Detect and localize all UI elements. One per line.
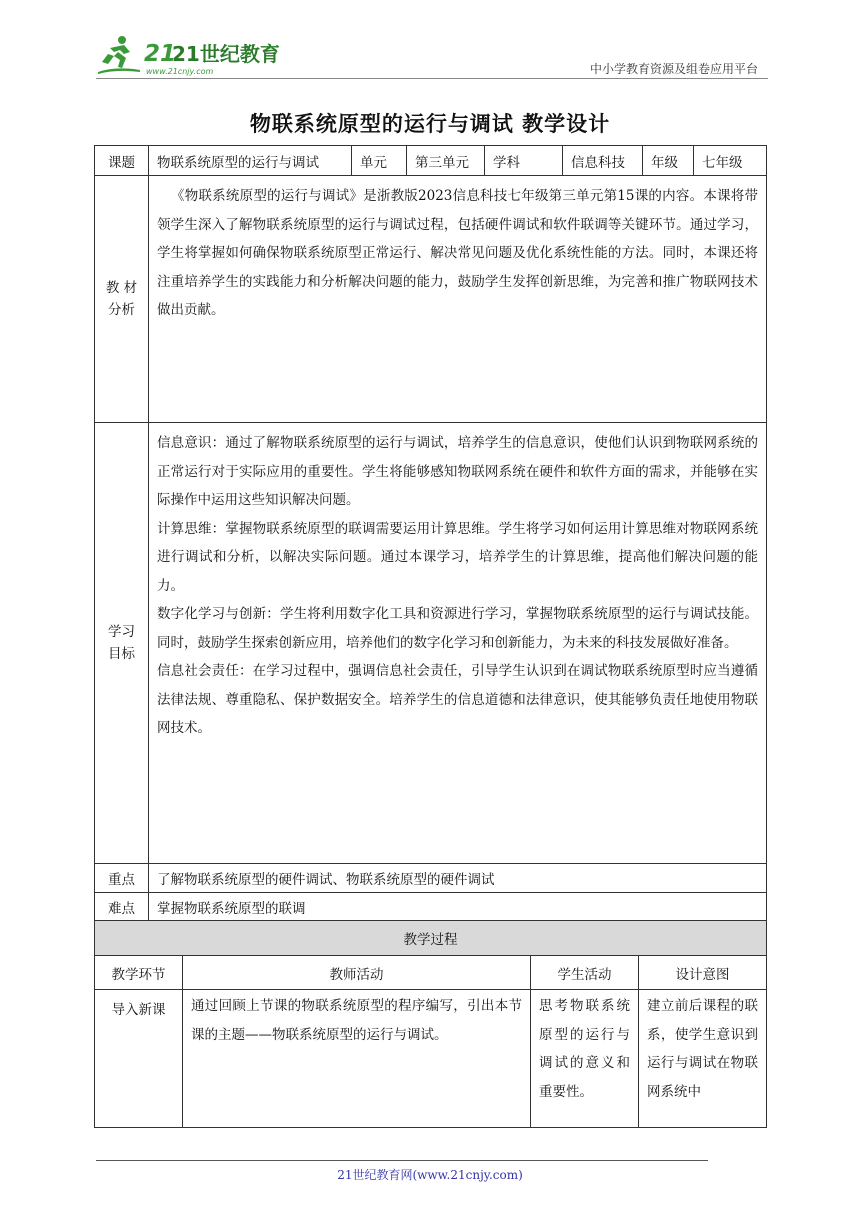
learning-goals-label: 学习 目标 [95,423,149,864]
subject-value: 信息科技 [563,146,643,176]
unit-label: 单元 [352,146,407,176]
teaching-process-table [94,920,767,1128]
topic-label: 课题 [95,146,149,176]
material-analysis-text [149,176,767,423]
page-header [96,34,768,80]
grade-label: 年级 [643,146,694,176]
difficulty-row [95,893,767,922]
goal-paragraph-information-awareness: 信息意识：通过了解物联系统原型的运行与调试，培养学生的信息意识，使他们认识到物联网系统的正常运行对于实际应用的重要性。学生将能够感知物联网系统在硬件和软件方面的需求，并能够在实际操作中运用这些知识解决问题。 [157,435,758,508]
learning-goals-text [149,423,767,864]
goal-paragraph-digital-learning: 数字化学习与创新：学生将利用数字化工具和资源进行学习，掌握物联系统原型的运行与调试技能。同时，鼓励学生探索创新应用，培养他们的数字化学习和创新能力，为未来的科技发展做好准备。 [157,606,758,651]
header-divider [96,78,768,79]
subject-label: 学科 [485,146,563,176]
process-title: 教学过程 [95,921,767,956]
unit-value: 第三单元 [407,146,485,176]
logo-text: 21世纪教育 [172,42,280,66]
goal-paragraph-computational-thinking: 计算思维：掌握物联系统原型的联调需要运用计算思维。学生将学习如何运用计算思维对物联网系统进行调试和分析，以解决实际问题。通过本课学习，培养学生的计算思维，提高他们解决问题的能力。 [157,520,758,594]
col-header-stage: 教学环节 [95,956,183,990]
col-header-teacher: 教师活动 [183,956,531,990]
logo-url: www.21cnjy.com [146,67,214,76]
info-row [95,146,767,176]
topic-value: 物联系统原型的运行与调试 [149,146,352,176]
student-cell: 思考物联系统原型的运行与调试的意义和重要性。 [531,990,639,1128]
goal-paragraph-social-responsibility: 信息社会责任：在学习过程中，强调信息社会责任，引导学生认识到在调试物联系统原型时应当遵循法律法规、尊重隐私、保护数据安全。培养学生的信息道德和法律意识，使其能够负责任地使用物联网技术。 [157,663,758,736]
difficulty-text: 掌握物联系统原型的联调 [149,893,767,922]
process-title-row [95,921,767,956]
footer-divider [96,1160,708,1161]
teacher-cell: 通过回顾上节课的物联系统原型的程序编写，引出本节课的主题——物联系统原型的运行与调试。 [183,990,531,1128]
material-analysis-label: 教 材 分析 [95,176,149,423]
lesson-info-table [94,145,767,922]
svg-text:21: 21 [144,41,177,67]
col-header-student: 学生活动 [531,956,639,990]
key-point-row [95,864,767,893]
process-header-row [95,956,767,990]
key-point-label: 重点 [95,864,149,893]
difficulty-label: 难点 [95,893,149,922]
col-header-intent: 设计意图 [639,956,767,990]
material-analysis-body: 《物联系统原型的运行与调试》是浙教版2023信息科技七年级第三单元第15课的内容。本课将带领学生深入了解物联系统原型的运行与调试过程，包括硬件调试和软件联调等关键环节。通过学习，学生将掌握如何确保物联系统原型正常运行、解决常见问题及优化系统性能的方法。同时，本课还将注重培养学生的实践能力和分析解决问题的能力，鼓励学生发挥创新思维，为完善和推广物联网技术做出贡献。 [157,188,758,318]
intent-cell: 建立前后课程的联系，使学生意识到运行与调试在物联网系统中 [639,990,767,1128]
grade-value: 七年级 [694,146,767,176]
learning-goals-row [95,423,767,864]
stage-cell: 导入新课 [95,990,183,1128]
footer-link[interactable]: 21世纪教育网(www.21cnjy.com) [337,1168,523,1182]
page-title: 物联系统原型的运行与调试 教学设计 [249,112,611,136]
table-row [95,990,767,1128]
platform-name: 中小学教育资源及组卷应用平台 [589,62,758,76]
key-point-text: 了解物联系统原型的硬件调试、物联系统原型的硬件调试 [149,864,767,893]
material-analysis-row [95,176,767,423]
site-logo [96,34,280,78]
